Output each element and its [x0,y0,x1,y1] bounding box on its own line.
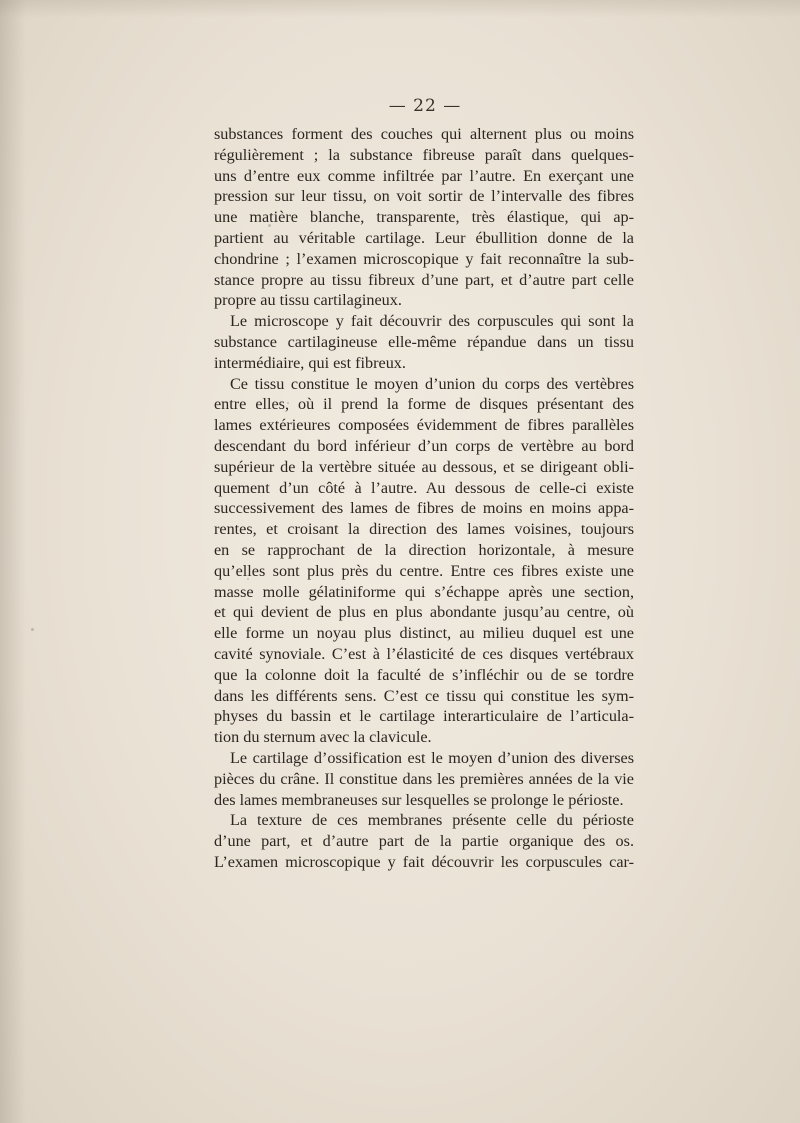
text-line: pression sur leur tissu, on voit sortir de l’intervalle des fibres [214,187,634,206]
text-line: Le microscope y fait découvrir des corpuscules qui sont la [230,312,634,331]
text-line: des lames membraneuses sur lesquelles se prolonge le périoste. [214,790,624,809]
text-line: descendant du bord inférieur d’un corps de vertèbre au bord [214,436,634,455]
text-line: propre au tissu cartilagineux. [214,291,402,310]
body-text [214,124,634,873]
text-line: elle forme un noyau plus distinct, au milieu duquel est une [214,624,634,643]
text-line: La texture de ces membranes présente celle du périoste [230,811,634,830]
page-top-edge [0,0,800,18]
text-line: substance cartilagineuse elle-même répandue dans un tissu [214,332,634,351]
text-line: dans les différents sens. C’est ce tissu qui constitue les sym- [214,686,634,705]
paper-speck [287,402,289,404]
text-line: qu’elles sont plus près du centre. Entre ces fibres existe une [214,561,634,580]
text-line: en se rapprochant de la direction horizontale, à mesure [214,540,634,559]
text-line: régulièrement ; la substance fibreuse paraît dans quelques- [214,145,634,164]
text-line: successivement des lames de fibres de moins en moins appa- [214,499,634,518]
text-line: Ce tissu constitue le moyen d’union du corps des vertèbres [230,374,634,393]
text-line: L’examen microscopique y fait découvrir les corpuscules car- [214,852,634,871]
text-line: que la colonne doit la faculté de s’infléchir ou de se tordre [214,665,634,684]
text-line: substances forment des couches qui alternent plus ou moins [214,125,634,143]
text-line: quement d’un côté à l’autre. Au dessous de celle-ci existe [214,478,634,497]
text-line: chondrine ; l’examen microscopique y fait reconnaître la sub- [214,249,634,268]
text-line: stance propre au tissu fibreux d’une part, et d’autre part celle [214,270,634,289]
text-line: intermédiaire, qui est fibreux. [214,353,406,372]
text-line: cavité synoviale. C’est à l’élasticité de ces disques vertébraux [214,644,634,663]
text-line: uns d’entre eux comme infiltrée par l’autre. En exerçant une [214,166,634,185]
paper-speck [268,224,271,227]
text-line: physes du bassin et le cartilage interarticulaire de l’articula- [214,707,634,726]
binding-shadow [0,0,26,1123]
text-line: supérieur de la vertèbre située au dessous, et se dirigeant obli- [214,457,634,476]
text-line: lames extérieures composées évidemment de fibres parallèles [214,416,634,435]
text-line: une matière blanche, transparente, très élastique, qui ap- [214,208,634,227]
text-line: tion du sternum avec la clavicule. [214,728,432,747]
text-line: masse molle gélatiniforme qui s’échappe après une section, [214,582,634,601]
paper-speck [31,628,34,631]
paper-speck [247,578,249,580]
text-line: rentes, et croisant la direction des lames voisines, toujours [214,520,634,539]
page-header [0,96,800,116]
text-line: pièces du crâne. Il constitue dans les premières années de la vie [214,769,634,788]
text-line: partient au véritable cartilage. Leur ébullition donne de la [214,228,634,247]
text-line: et qui devient de plus en plus abondante jusqu’au centre, où [214,603,634,622]
text-line: Le cartilage d’ossification est le moyen d’union des diverses [230,748,634,767]
page-number: — 22 — [388,96,462,116]
text-line: d’une part, et d’autre part de la partie organique des os. [214,832,634,851]
text-line: entre elles, où il prend la forme de disques présentant des [214,395,634,414]
